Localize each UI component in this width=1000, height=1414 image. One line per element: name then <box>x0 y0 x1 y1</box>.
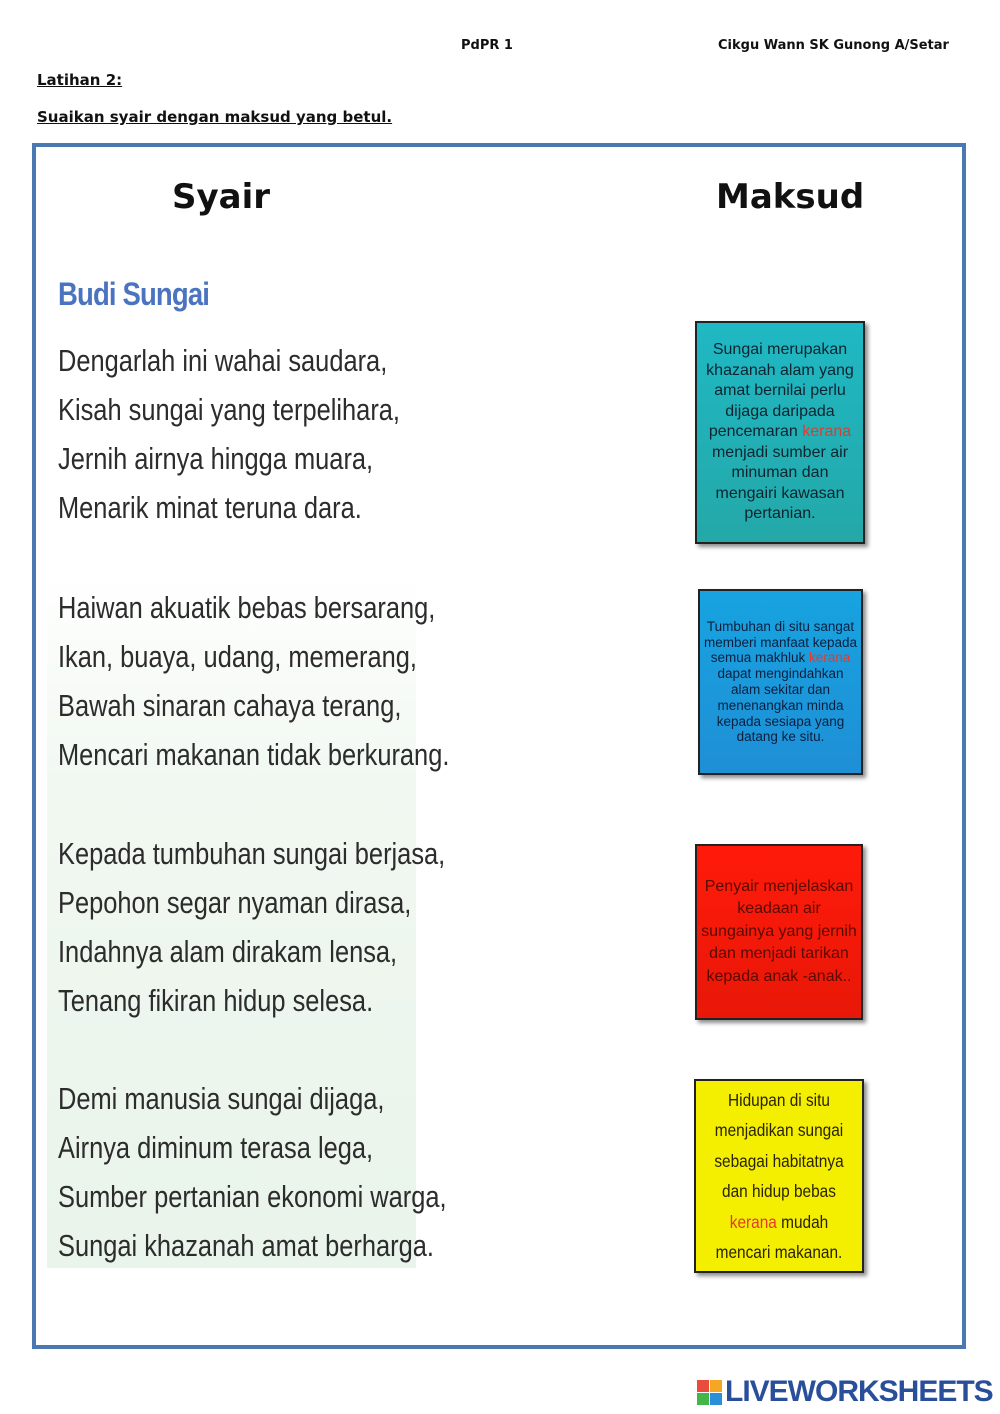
maksud-card-text <box>699 340 861 525</box>
poem-stanza <box>58 583 535 779</box>
logo-text: LIVEWORKSHEETS <box>725 1375 993 1408</box>
poem-line: Kepada tumbuhan sungai berjasa, <box>58 836 446 871</box>
logo-mark-icon <box>697 1380 722 1405</box>
poem-line: Dengarlah ini wahai saudara, <box>58 343 388 378</box>
card-keyword: kerana <box>729 1211 777 1232</box>
liveworksheets-logo <box>697 1375 993 1409</box>
card-keyword: kerana <box>802 423 852 441</box>
card-text-before: Tumbuhan di situ sangat memberi manfaat kepada semua makhluk <box>703 618 858 666</box>
poem-line: Haiwan akuatik bebas bersarang, <box>58 590 436 625</box>
poem-line: Tenang fikiran hidup selesa. <box>58 983 374 1018</box>
poem-line: Mencari makanan tidak berkurang. <box>58 737 450 772</box>
card-text-after: menjadi sumber air minuman dan mengairi kawasan pertanian. <box>711 443 849 523</box>
poem-line: Airnya diminum terasa lega, <box>58 1130 374 1165</box>
poem-stanza <box>58 336 475 532</box>
poem-line: Jernih airnya hingga muara, <box>58 441 374 476</box>
maksud-card-text <box>708 1085 851 1268</box>
exercise-title: Latihan 2: <box>37 71 123 89</box>
column-heading-syair: Syair <box>172 177 271 217</box>
poem-title: Budi Sungai <box>58 276 210 312</box>
poem-stanza <box>58 829 530 1025</box>
maksud-card-3[interactable] <box>695 844 863 1020</box>
poem-line: Bawah sinaran cahaya terang, <box>58 688 402 723</box>
header-teacher: Cikgu Wann SK Gunong A/Setar <box>718 38 949 53</box>
maksud-card-1[interactable] <box>695 321 865 544</box>
poem-stanza <box>58 1074 532 1270</box>
poem-line: Sumber pertanian ekonomi warga, <box>58 1179 447 1214</box>
poem-line: Demi manusia sungai dijaga, <box>58 1081 385 1116</box>
poem-line: Sungai khazanah amat berharga. <box>58 1228 434 1263</box>
card-text-before: Penyair menjelaskan keadaan air sungainya yang jernih dan menjadi tarikan kepada anak -anak.. <box>701 877 857 985</box>
card-text-after: dapat mengindahkan alam sekitar dan menenangkan minda kepada sesiapa yang datang ke situ. <box>716 666 845 745</box>
exercise-instruction: Suaikan syair dengan maksud yang betul. <box>37 108 393 126</box>
poem-line: Pepohon segar nyaman dirasa, <box>58 885 412 920</box>
card-keyword: kerana <box>809 650 851 666</box>
card-text-after: mudah mencari makanan. <box>715 1211 843 1262</box>
poem-line: Indahnya alam dirakam lensa, <box>58 934 398 969</box>
poem-line: Kisah sungai yang terpelihara, <box>58 392 400 427</box>
maksud-card-text <box>702 619 859 745</box>
column-heading-maksud: Maksud <box>716 177 865 217</box>
poem-line: Ikan, buaya, udang, memerang, <box>58 639 417 674</box>
card-text-before: Sungai merupakan khazanah alam yang amat bernilai perlu dijaga daripada pencemaran <box>706 341 854 441</box>
header-pdpr: PdPR 1 <box>461 38 513 53</box>
maksud-card-2[interactable] <box>698 589 863 775</box>
poem-line: Menarik minat teruna dara. <box>58 490 362 525</box>
card-text-before: Hidupan di situ menjadikan sungai sebagai habitatnya dan hidup bebas <box>714 1089 844 1201</box>
maksud-card-4[interactable] <box>694 1079 864 1273</box>
maksud-card-text <box>701 876 857 989</box>
